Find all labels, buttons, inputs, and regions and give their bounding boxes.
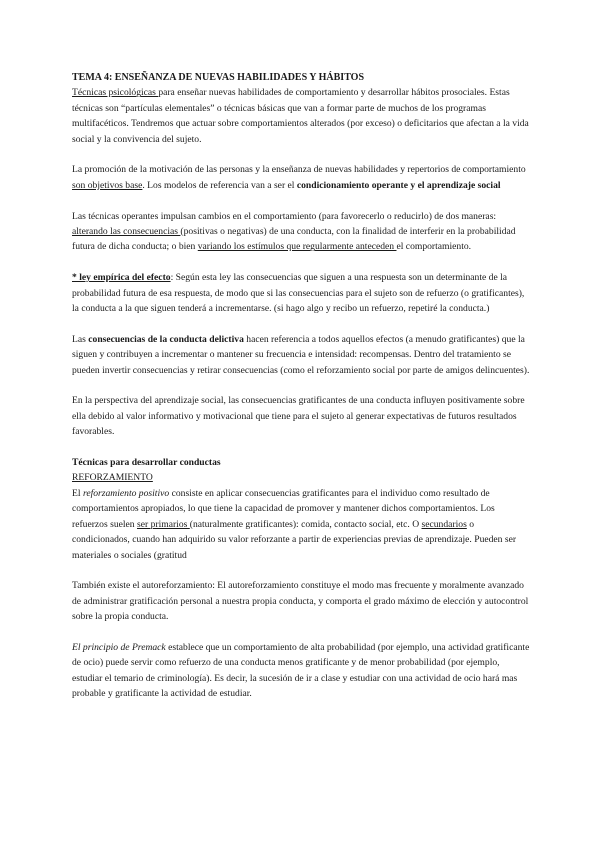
text-run: El xyxy=(72,487,83,499)
paragraph-gap xyxy=(72,378,532,393)
text-run: Las técnicas operantes impulsan cambios en el comportamiento (para favorecerlo o reducirlo) de dos maneras: xyxy=(72,210,497,222)
text-run: : Según esta ley las consecuencias que siguen a una respuesta son un determinante de la probabilidad futura de esa respuesta, de modo que si las consecuencias para el sujeto son de refuerzo (o gratificantes), la conducta a la que siguen tenderá a incrementarse. (si hago algo y recibo un refuerzo, repetiré la conducta.) xyxy=(72,272,525,315)
text-run: hacen referencia a todos aquellos efectos (a menudo gratificantes) que la siguen y contribuyen a incrementar o mantener su frecuencia e intensidad: recompensas. Dentro del tratamiento se pueden invertir consecuencias y retirar consecuencias (como el reforzamiento social por parte de amigos delincuentes). xyxy=(72,333,530,376)
text-run: . Los modelos de referencia van a ser el xyxy=(142,179,297,191)
underlined-term: alterando las consecuencias xyxy=(72,226,181,238)
document-page xyxy=(72,70,532,702)
paragraph-motivation xyxy=(72,162,532,193)
text-run: (naturalmente gratificantes): comida, contacto social, etc. O xyxy=(189,518,422,530)
bold-term: condicionamiento operante y el aprendizaje social xyxy=(296,179,501,191)
underlined-term: son objetivos base xyxy=(72,179,143,191)
paragraph-positive-reinforcement xyxy=(72,486,532,563)
paragraph-gap xyxy=(72,255,532,270)
paragraph-gap xyxy=(72,147,532,162)
text-run: Las xyxy=(72,333,89,345)
text-run: para enseñar nuevas habilidades de comportamiento y desarrollar hábitos prosociales. Estas técnicas son “partículas elementales” o técnicas básicas que van a formar parte de muchos de los programas multifacéticos. Tendremos que actuar sobre comportamientos alterados (por exceso) o deficitarios que afectan a la vida social y la convivencia del sujeto. xyxy=(72,87,529,145)
page-title: TEMA 4: ENSEÑANZA DE NUEVAS HABILIDADES Y HÁBITOS xyxy=(72,72,365,83)
paragraph-self-reinforcement: También existe el autoreforzamiento: El autoreforzamiento constituye el modo mas frecuente y moralmente avanzado de administrar gratificación personal a nuestra propia conducta, y comporta el grado máximo de elección y autocontrol sobre la propia conducta. xyxy=(72,580,529,623)
paragraph-gap xyxy=(72,193,532,208)
paragraph-law-of-effect xyxy=(72,270,532,316)
underlined-term: secundarios xyxy=(421,518,467,530)
underlined-term: Técnicas psicológicas xyxy=(72,87,159,99)
paragraph-gap xyxy=(72,316,532,331)
underlined-term: REFORZAMIENTO xyxy=(72,472,153,484)
text-run: (positivas o negativas) de una conducta, con la finalidad de interferir en la probabilidad futura de dicha conducta; o bien xyxy=(72,226,516,253)
bold-term: consecuencias de la conducta delictiva xyxy=(88,333,244,345)
section-subtitle xyxy=(72,470,532,485)
italic-term: El principio de Premack xyxy=(72,641,166,653)
italic-term: reforzamiento positivo xyxy=(82,487,170,499)
paragraph-social-learning: En la perspectiva del aprendizaje social, las consecuencias gratificantes de una conducta influyen positivamente sobre ella debido al valor informativo y motivacional que tiene para el sujeto al generar expectativas de futuros resultados favorables. xyxy=(72,395,525,438)
text-run: establece que un comportamiento de alta probabilidad (por ejemplo, una actividad gratificante de ocio) puede servir como refuerzo de una conducta menos gratificante y de menor probabilidad (por ejemplo, estudiar el temario de criminología). Es decir, la sucesión de ir a clase y estudiar con una actividad de ocio hará mas probable y gratificante la actividad de estudiar. xyxy=(72,641,530,700)
paragraph-consequences xyxy=(72,332,532,378)
text-run: consiste en aplicar consecuencias gratificantes para el individuo como resultado de comportamientos apropiados, lo que tiene la capacidad de promover y mantener dichos comportamientos. Los refuerzos suelen xyxy=(72,487,495,530)
paragraph-gap xyxy=(72,440,532,455)
bold-underlined-term: * ley empírica del efecto xyxy=(72,272,171,284)
paragraph-gap xyxy=(72,625,532,640)
paragraph-gap xyxy=(72,563,532,578)
underlined-term: variando los estímulos que regularmente anteceden xyxy=(197,241,397,253)
paragraph-intro xyxy=(72,85,532,147)
text-run: La promoción de la motivación de las personas y la enseñanza de nuevas habilidades y repertorios de comportamiento xyxy=(72,164,526,176)
paragraph-premack xyxy=(72,640,532,702)
section-title: Técnicas para desarrollar conductas xyxy=(72,457,221,469)
text-run: o condicionados, cuando han adquirido su valor reforzante a partir de experiencias previas de aprendizaje. Pueden ser materiales o sociales (gratitud xyxy=(72,518,517,561)
text-run: el comportamiento. xyxy=(396,241,472,253)
underlined-term: ser primarios xyxy=(137,518,190,530)
paragraph-operant xyxy=(72,209,532,255)
